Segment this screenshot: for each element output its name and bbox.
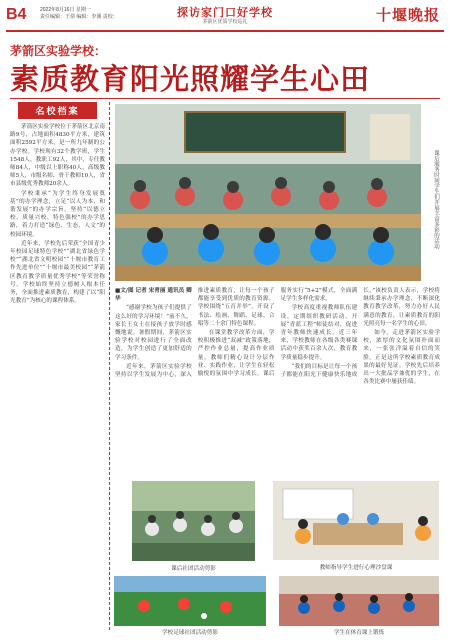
school-profile-column — [10, 102, 110, 630]
teacher-guidance-image — [273, 481, 439, 560]
article-paragraph: 在课堂教学改革方面，学校积极推进“双减”政策落地，严控作业总量，提高作业质量。教师们精心设计分层作业、实践作业，让学生在轻松愉悦的氛围中学习成长。课后服务实行“5+2”模式，全面满足学生多样化需求。 — [197, 288, 358, 378]
club-activity-photo — [132, 481, 255, 561]
article-paragraph: “我们的目标是让每一个孩子都能在阳光下健康快乐地成长。”该校负责人表示，学校将继续秉承办学理念，不断深化教育教学改革，努力办好人民满意的教育，让素质教育的阳光照亮每一名学生的心田。 — [280, 288, 440, 379]
club-activity-image — [132, 481, 255, 561]
page-header — [0, 0, 450, 36]
classroom-photo-image — [115, 104, 421, 281]
teacher-guidance-photo — [273, 481, 439, 560]
header-divider — [6, 30, 444, 32]
main-photo — [115, 104, 421, 281]
photo-caption: 学校足球社团活动剪影 — [162, 630, 218, 636]
page-number: B4 — [6, 6, 27, 23]
header-date: 2022年8月16日 星期一 — [40, 7, 91, 13]
profile-paragraph: 近年来，学校先后荣获“全国青少年校园足球特色学校”“湖北省绿色学校”“湖北省文明校园”“十堰市教育工作先进单位”“十堰市最美校园”“茅箭区教育教学质量优秀学校”等荣誉称号。学校始终坚持立德树人根本任务，全面推进素质教育，构建了以“阳光教育”为核心的课程体系。 — [10, 240, 105, 305]
article-headline: 素质教育阳光照耀学生心田 — [10, 62, 371, 96]
photo-caption: 课后社团活动剪影 — [171, 566, 216, 572]
article-paragraph: 学校高度重视教师队伍建设，定期组织教研活动，开展“青蓝工程”师徒结对，促进青年教师快速成长。近三年来，学校教师在各级各类赛课活动中获奖百余人次，教育教学质量稳步提升。 — [280, 305, 358, 361]
football-image — [114, 576, 266, 626]
photo-caption: 教师指导学生进行心理沙盘课 — [319, 565, 393, 571]
profile-body — [10, 123, 105, 305]
pe-class-image — [279, 576, 439, 626]
article-kicker: 茅箭区实验学校： — [10, 44, 107, 58]
column-subtitle: 茅箭区优质学校巡礼 — [202, 19, 248, 25]
profile-paragraph: 茅箭区实验学校位于茅箭区北京南路9号，占地面积4830平方米，建筑面积2592平方米，是一所九年制的公办学校。学校现有32个教学班，学生1548人，教职工92人，其中，专任教师84人，中级以上职称40人，高级教师5人，市级名师、骨干教师10人，省市县级优秀教师20余人。 — [10, 124, 105, 188]
headline-divider — [10, 98, 440, 99]
header-meta — [40, 7, 118, 20]
football-photo — [114, 576, 266, 626]
photo-caption: 学生在体育课上锻炼 — [333, 630, 385, 636]
profile-paragraph: 学校秉承“为学生终身发展奠基”的办学理念，立足“以人为本、和谐发展”的办学宗旨，坚持“以德立校、质量兴校、特色强校”的办学思路，着力打造“绿色、生态、人文”的校园环境。 — [10, 190, 105, 238]
header-editors: 责任编辑：王倩 编辑：李溪 责校： — [40, 13, 118, 20]
profile-title: 名校档案 — [18, 102, 97, 119]
main-photo-caption: 课后服务时间学生们开展丰富多彩的活动 — [433, 150, 439, 249]
column-title: 探访家门口好学校 — [177, 6, 273, 19]
article-paragraph: 近年来，茅箭区实验学校坚持以学生发展为中心，深入推进素质教育，让每一个孩子都能享受到优质的教育资源。学校围绕“五育并举”，开设了书法、绘画、舞蹈、足球、合唱等二十余门特色课程。 — [115, 288, 275, 379]
article-body — [115, 287, 440, 474]
newspaper-brand: 十堰晚报 — [375, 6, 440, 24]
article-byline: ■文/图 记者 宋青丽 通讯员 卿华 — [115, 288, 192, 303]
pe-class-photo — [279, 576, 439, 626]
article-paragraph: 如今，走进茅箭区实验学校，浓厚的文化氛围扑面而来，一张张洋溢着自信的笑脸，正是这所学校素质教育成果的最好见证。学校先后培养出一大批品学兼优的学生，在各类比赛中屡获佳绩。 — [363, 330, 440, 386]
article-paragraph: “感谢学校为孩子们提供了这么好的学习环境！”前不久，家长王女士在接孩子放学时感慨地说。暑假期间，茅箭区实验学校对校园进行了全面改造，为学生创造了更加舒适的学习条件。 — [115, 305, 192, 361]
